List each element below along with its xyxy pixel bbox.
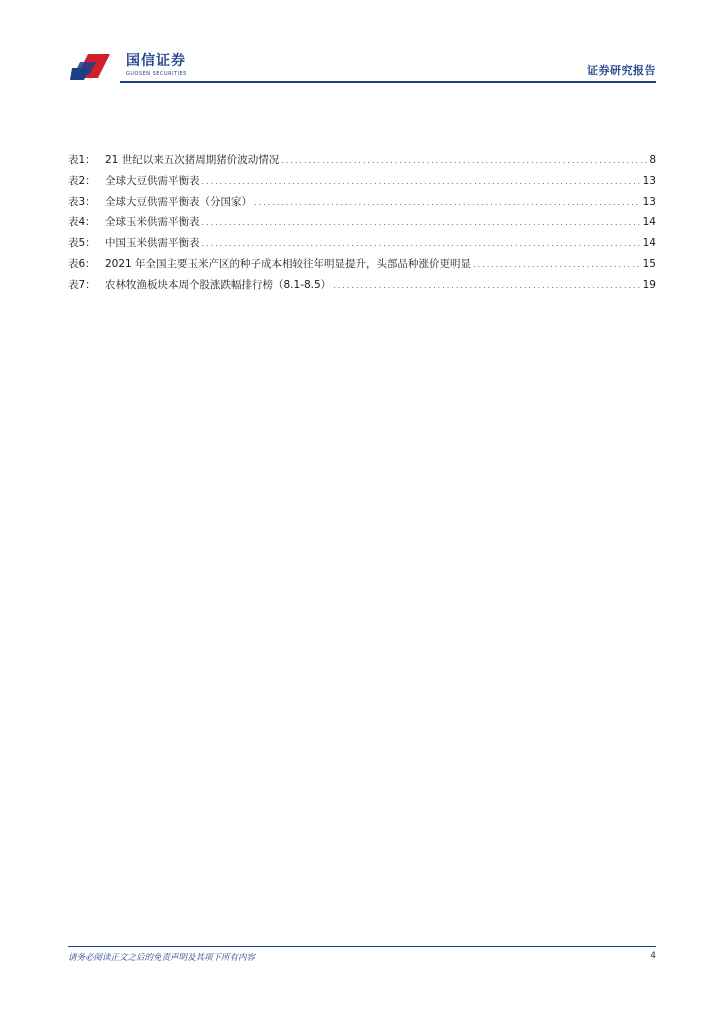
toc-dot-leader <box>202 172 641 193</box>
guosen-logo-icon <box>70 52 120 82</box>
page-number: 4 <box>650 951 656 961</box>
toc-entry[interactable] <box>68 254 656 275</box>
toc-entry-page: 19 <box>642 278 656 291</box>
toc-entry-title[interactable]: 2021 年全国主要玉米产区的种子成本相较往年明显提升，头部品种涨价更明显 <box>105 257 472 270</box>
toc-entry-title[interactable]: 中国玉米供需平衡表 <box>105 237 200 250</box>
toc-entry-page: 14 <box>642 237 656 250</box>
toc-entry-number: 表3： <box>68 195 96 208</box>
toc-entry[interactable] <box>68 233 656 254</box>
toc-entry-number: 表4： <box>68 216 96 229</box>
toc-dot-leader <box>254 193 641 214</box>
toc-entry-page: 13 <box>642 195 656 208</box>
company-logo <box>70 52 187 82</box>
toc-entry-page: 8 <box>649 154 656 166</box>
toc-dot-leader <box>333 276 640 297</box>
page-header <box>0 0 724 90</box>
toc-entry[interactable] <box>68 171 656 192</box>
toc-entry-title[interactable]: 21 世纪以来五次猪周期猪价波动情况 <box>105 154 280 166</box>
toc-entry-title[interactable]: 全球玉米供需平衡表 <box>105 216 200 229</box>
toc-entry-number: 表6： <box>68 257 96 270</box>
toc-dot-leader <box>202 234 641 255</box>
toc-dot-leader <box>473 255 641 276</box>
logo-english-name: GUOSEN SECURITIES <box>126 71 187 77</box>
toc-entry-number: 表1： <box>68 154 96 166</box>
toc-entry-page: 13 <box>642 174 656 187</box>
toc-entry[interactable] <box>68 150 656 171</box>
toc-entry-number: 表7： <box>68 278 96 291</box>
header-divider <box>120 81 656 83</box>
toc-entry-page: 15 <box>642 257 656 270</box>
table-of-contents-list <box>68 150 656 296</box>
toc-entry-title[interactable]: 全球大豆供需平衡表 <box>105 174 200 187</box>
report-type-label: 证券研究报告 <box>587 64 656 77</box>
toc-entry-page: 14 <box>642 216 656 229</box>
footer-divider <box>68 946 656 947</box>
footer-disclaimer: 请务必阅读正文之后的免责声明及其项下所有内容 <box>68 953 256 963</box>
toc-entry-title[interactable]: 农林牧渔板块本周个股涨跌幅排行榜（8.1-8.5） <box>105 278 332 291</box>
toc-entry[interactable] <box>68 192 656 213</box>
toc-entry[interactable] <box>68 212 656 233</box>
toc-dot-leader <box>202 213 641 234</box>
toc-entry-number: 表5： <box>68 237 96 250</box>
toc-entry-title[interactable]: 全球大豆供需平衡表（分国家） <box>105 195 252 208</box>
toc-entry-number: 表2： <box>68 174 96 187</box>
toc-dot-leader <box>281 151 647 172</box>
toc-entry[interactable] <box>68 275 656 296</box>
logo-chinese-name: 国信证券 <box>126 53 186 69</box>
